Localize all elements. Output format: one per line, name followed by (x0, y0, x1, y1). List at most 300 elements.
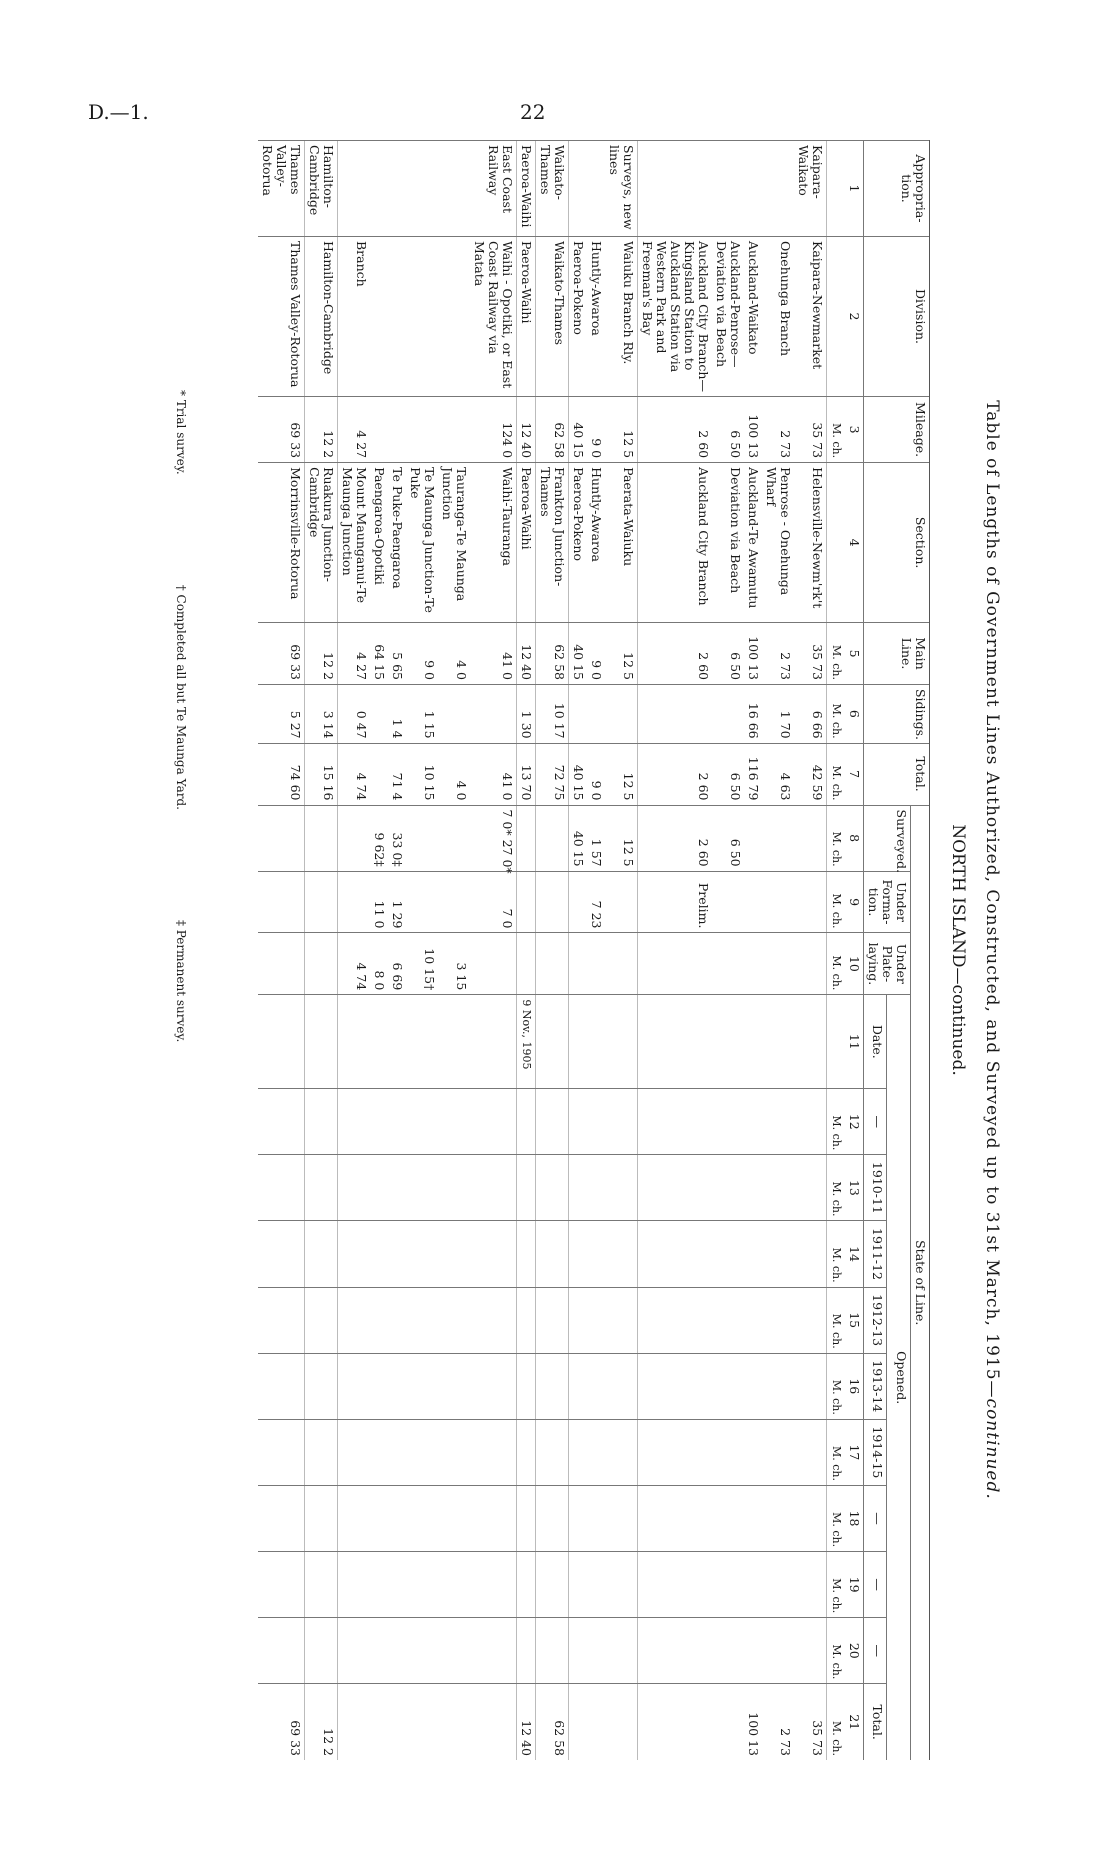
cell-opened-16 (438, 1353, 470, 1419)
cell-opened-12 (258, 1089, 305, 1155)
cell-opened-12 (406, 1089, 438, 1155)
cell-sd: 10 17 (536, 684, 569, 743)
cell-opened-17 (258, 1419, 305, 1485)
cell-opened-17 (370, 1419, 388, 1485)
cell-mil: 12 5 (605, 397, 638, 463)
cell-sv: 6 50 (712, 805, 744, 871)
cell-sec: Paeroa-Waihi (517, 463, 536, 623)
lengths-table (258, 140, 930, 1760)
cell-sec: Paeroa-Pokeno (569, 463, 588, 623)
cell-ml: 4 0 (438, 623, 470, 685)
cell-opened-13 (438, 1155, 470, 1221)
cell-sec: Deviation via Beach (712, 463, 744, 623)
cell-tot: 42 59 (794, 743, 827, 805)
cell-sv (744, 805, 762, 871)
column-number: 6 (845, 684, 864, 743)
table-row (517, 141, 536, 1761)
cell-opened-14 (388, 1221, 406, 1287)
cell-sd (587, 684, 605, 743)
cell-sec: Te Puke-Paengaroa (388, 463, 406, 623)
cell-opened-18 (587, 1485, 605, 1551)
table-title-text: Table of Lengths of Government Lines Authorized, Constructed, and Surveyed up to 31st March, 1915 (982, 400, 1002, 1381)
cell-ml: 6 50 (712, 623, 744, 685)
cell-opened-20 (517, 1618, 536, 1684)
header-dash-2: — (864, 1485, 888, 1551)
header-opened: Opened. (887, 995, 911, 1760)
cell-ap: Waikato-Thames (536, 141, 569, 237)
cell-sd (470, 684, 517, 743)
cell-opened-12 (569, 1089, 588, 1155)
cell-ap (587, 141, 605, 237)
cell-uf (338, 871, 371, 933)
cell-div (406, 237, 438, 397)
cell-mil: 6 50 (712, 397, 744, 463)
cell-tot: 12 5 (605, 743, 638, 805)
cell-opened-19 (794, 1552, 827, 1618)
cell-uf: 7 0 (470, 871, 517, 933)
cell-opened-13 (569, 1155, 588, 1221)
cell-ml: 4 27 (338, 623, 371, 685)
cell-uf: Prelim. (638, 871, 713, 933)
cell-sv: 40 15 (569, 805, 588, 871)
cell-opened-16 (605, 1353, 638, 1419)
cell-opened-18 (638, 1485, 713, 1551)
cell-up: 6 69 (388, 933, 406, 995)
cell-tot: 9 0 (587, 743, 605, 805)
cell-dt (605, 995, 638, 1089)
cell-tot: 10 15 (406, 743, 438, 805)
cell-sd (438, 684, 470, 743)
header-surveyed: Surveyed. (864, 805, 911, 871)
column-number: 16 (845, 1353, 864, 1419)
cell-opened-18 (258, 1485, 305, 1551)
cell-opened-15 (587, 1287, 605, 1353)
cell-ml: 12 5 (605, 623, 638, 685)
page-number: 22 (520, 100, 546, 124)
cell-up (638, 933, 713, 995)
cell-opened-16 (370, 1353, 388, 1419)
cell-opened-18 (388, 1485, 406, 1551)
unit-row (827, 141, 846, 1761)
cell-opened-19 (406, 1552, 438, 1618)
unit-cell (827, 237, 846, 397)
unit-cell: M. ch. (827, 1485, 846, 1551)
column-number: 1 (845, 141, 864, 237)
cell-div (438, 237, 470, 397)
cell-sd: 1 30 (517, 684, 536, 743)
cell-sv: 2 60 (638, 805, 713, 871)
cell-opened-15 (605, 1287, 638, 1353)
footnotes (174, 390, 188, 1590)
cell-sv (258, 805, 305, 871)
cell-opened-total (370, 1684, 388, 1760)
footnote-completed: † Completed all but Te Maunga Yard. (174, 584, 188, 810)
cell-opened-18 (406, 1485, 438, 1551)
header-mileage: Mileage. (864, 397, 930, 463)
cell-opened-19 (605, 1552, 638, 1618)
unit-cell: M. ch. (827, 1089, 846, 1155)
header-dash-1: — (864, 1089, 888, 1155)
cell-mil: 12 40 (517, 397, 536, 463)
cell-div: Hamilton-Cambridge (305, 237, 338, 397)
cell-opened-19 (258, 1552, 305, 1618)
cell-opened-13 (406, 1155, 438, 1221)
cell-dt (587, 995, 605, 1089)
cell-sd (370, 684, 388, 743)
header-main-line: Main Line. (864, 623, 930, 685)
cell-mil: 69 33 (258, 397, 305, 463)
header-1914: 1914-15 (864, 1419, 888, 1485)
header-under-formation: Under Forma-tion. (864, 871, 911, 933)
cell-opened-16 (258, 1353, 305, 1419)
table-row (712, 141, 744, 1761)
unit-cell: M. ch. (827, 805, 846, 871)
cell-opened-14 (438, 1221, 470, 1287)
cell-div: Paeroa-Pokeno (569, 237, 588, 397)
cell-opened-12 (517, 1089, 536, 1155)
table-row (305, 141, 338, 1761)
cell-ap: Kaipara-Waikato (794, 141, 827, 237)
cell-mil: 2 73 (762, 397, 794, 463)
cell-mil (388, 397, 406, 463)
unit-cell: M. ch. (827, 1552, 846, 1618)
cell-dt (338, 995, 371, 1089)
cell-opened-14 (258, 1221, 305, 1287)
column-number: 2 (845, 237, 864, 397)
cell-mil: 12 2 (305, 397, 338, 463)
cell-tot: 13 70 (517, 743, 536, 805)
cell-dt: 9 Nov., 1905 (517, 995, 536, 1089)
table-subtitle: NORTH ISLAND—continued. (948, 824, 968, 1076)
cell-opened-total (712, 1684, 744, 1760)
cell-opened-15 (258, 1287, 305, 1353)
cell-opened-total (338, 1684, 371, 1760)
cell-opened-14 (638, 1221, 713, 1287)
cell-opened-16 (517, 1353, 536, 1419)
cell-opened-14 (712, 1221, 744, 1287)
cell-dt (370, 995, 388, 1089)
cell-ap: East Coast Railway (470, 141, 517, 237)
cell-ml: 5 65 (388, 623, 406, 685)
cell-dt (744, 995, 762, 1089)
unit-cell: M. ch. (827, 1618, 846, 1684)
cell-mil: 62 58 (536, 397, 569, 463)
cell-ml: 9 0 (587, 623, 605, 685)
cell-sec: Paerata-Waiuku (605, 463, 638, 623)
cell-opened-total (605, 1684, 638, 1760)
table-title-continued: —continued. (982, 1380, 1002, 1500)
header-appropriation: Appropria-tion. (864, 141, 930, 237)
cell-opened-18 (517, 1485, 536, 1551)
cell-ap (712, 141, 744, 237)
cell-ap (338, 141, 371, 237)
cell-mil: 4 27 (338, 397, 371, 463)
unit-cell: M. ch. (827, 1684, 846, 1760)
cell-dt (438, 995, 470, 1089)
cell-opened-15 (638, 1287, 713, 1353)
column-number: 5 (845, 623, 864, 685)
cell-opened-total: 69 33 (258, 1684, 305, 1760)
table-row (569, 141, 588, 1761)
unit-cell: M. ch. (827, 1155, 846, 1221)
cell-mil: 40 15 (569, 397, 588, 463)
cell-sec: Frankton Junction-Thames (536, 463, 569, 623)
cell-mil: 100 13 (744, 397, 762, 463)
cell-opened-20 (388, 1618, 406, 1684)
header-state-of-line: State of Line. (911, 805, 930, 1760)
cell-opened-19 (536, 1552, 569, 1618)
cell-opened-17 (712, 1419, 744, 1485)
cell-ap (370, 141, 388, 237)
cell-opened-12 (438, 1089, 470, 1155)
cell-opened-14 (517, 1221, 536, 1287)
cell-ml: 35 73 (794, 623, 827, 685)
cell-opened-total (438, 1684, 470, 1760)
cell-opened-13 (744, 1155, 762, 1221)
cell-up (587, 933, 605, 995)
cell-opened-15 (517, 1287, 536, 1353)
cell-sd: 3 14 (305, 684, 338, 743)
table-row (438, 141, 470, 1761)
cell-ml: 62 58 (536, 623, 569, 685)
cell-sv: 12 5 (605, 805, 638, 871)
cell-opened-12 (338, 1089, 371, 1155)
cell-div (370, 237, 388, 397)
cell-opened-19 (638, 1552, 713, 1618)
cell-sec: Te Maunga Junction-Te Puke (406, 463, 438, 623)
rotated-table-area (160, 140, 1010, 1760)
cell-div (388, 237, 406, 397)
cell-opened-total (388, 1684, 406, 1760)
cell-ap (638, 141, 713, 237)
cell-sec: Auckland City Branch (638, 463, 713, 623)
cell-opened-15 (536, 1287, 569, 1353)
cell-up: 4 74 (338, 933, 371, 995)
cell-sec: Waihi-Tauranga (470, 463, 517, 623)
cell-tot: 4 74 (338, 743, 371, 805)
cell-sec: Tauranga-Te Maunga Junction (438, 463, 470, 623)
cell-opened-16 (638, 1353, 713, 1419)
cell-opened-12 (587, 1089, 605, 1155)
cell-dt (305, 995, 338, 1089)
cell-opened-17 (470, 1419, 517, 1485)
cell-opened-13 (762, 1155, 794, 1221)
cell-ml: 40 15 (569, 623, 588, 685)
unit-cell: M. ch. (827, 623, 846, 685)
cell-opened-19 (470, 1552, 517, 1618)
cell-opened-19 (569, 1552, 588, 1618)
table-row (470, 141, 517, 1761)
cell-ap (569, 141, 588, 237)
cell-opened-total: 2 73 (762, 1684, 794, 1760)
cell-opened-15 (338, 1287, 371, 1353)
cell-opened-17 (517, 1419, 536, 1485)
cell-ml: 9 0 (406, 623, 438, 685)
cell-ap: Surveys, new lines (605, 141, 638, 237)
cell-uf (536, 871, 569, 933)
cell-opened-15 (406, 1287, 438, 1353)
cell-ap (744, 141, 762, 237)
cell-ml: 64 15 (370, 623, 388, 685)
cell-opened-17 (587, 1419, 605, 1485)
cell-opened-14 (406, 1221, 438, 1287)
cell-up (794, 933, 827, 995)
cell-ml: 12 40 (517, 623, 536, 685)
cell-uf (744, 871, 762, 933)
cell-div: Auckland City Branch—Kingsland Station to Auckland Station via Western Park and Freeman's Bay (638, 237, 713, 397)
cell-opened-16 (744, 1353, 762, 1419)
header-1912: 1912-13 (864, 1287, 888, 1353)
cell-ap (406, 141, 438, 237)
cell-opened-17 (536, 1419, 569, 1485)
column-number: 11 (845, 995, 864, 1089)
column-number: 4 (845, 463, 864, 623)
cell-opened-15 (370, 1287, 388, 1353)
header-total: Total. (864, 743, 930, 805)
header-1913: 1913-14 (864, 1353, 888, 1419)
cell-div: Onehunga Branch (762, 237, 794, 397)
cell-opened-14 (305, 1221, 338, 1287)
cell-opened-14 (605, 1221, 638, 1287)
cell-opened-17 (388, 1419, 406, 1485)
cell-opened-13 (712, 1155, 744, 1221)
cell-opened-20 (638, 1618, 713, 1684)
cell-opened-13 (517, 1155, 536, 1221)
cell-up (258, 933, 305, 995)
cell-sv: 9 62‡ (370, 805, 388, 871)
cell-opened-14 (762, 1221, 794, 1287)
cell-up (712, 933, 744, 995)
column-number: 14 (845, 1221, 864, 1287)
cell-up (569, 933, 588, 995)
cell-uf: 7 23 (587, 871, 605, 933)
column-number: 7 (845, 743, 864, 805)
cell-opened-19 (438, 1552, 470, 1618)
cell-opened-19 (587, 1552, 605, 1618)
cell-div: Auckland-Penrose—Deviation via Beach (712, 237, 744, 397)
cell-opened-14 (744, 1221, 762, 1287)
cell-opened-15 (794, 1287, 827, 1353)
column-number: 8 (845, 805, 864, 871)
cell-sv (536, 805, 569, 871)
cell-mil: 2 60 (638, 397, 713, 463)
cell-div: Waihi - Opotiki, or East Coast Railway via Matata (470, 237, 517, 397)
cell-uf (305, 871, 338, 933)
cell-sec: Paengaroa-Opotiki (370, 463, 388, 623)
cell-dt (258, 995, 305, 1089)
header-1911: 1911-12 (864, 1221, 888, 1287)
cell-sd: 1 15 (406, 684, 438, 743)
cell-uf (258, 871, 305, 933)
table-row (536, 141, 569, 1761)
cell-tot: 74 60 (258, 743, 305, 805)
cell-uf (794, 871, 827, 933)
cell-opened-16 (762, 1353, 794, 1419)
cell-sv (305, 805, 338, 871)
cell-div: Waiuku Branch Rly. (605, 237, 638, 397)
cell-opened-total: 35 73 (794, 1684, 827, 1760)
cell-tot: 116 79 (744, 743, 762, 805)
cell-opened-19 (370, 1552, 388, 1618)
cell-opened-20 (536, 1618, 569, 1684)
cell-opened-16 (794, 1353, 827, 1419)
cell-opened-19 (517, 1552, 536, 1618)
cell-opened-18 (470, 1485, 517, 1551)
cell-sd (605, 684, 638, 743)
cell-opened-16 (305, 1353, 338, 1419)
cell-uf: 11 0 (370, 871, 388, 933)
cell-opened-17 (406, 1419, 438, 1485)
cell-opened-19 (712, 1552, 744, 1618)
cell-opened-15 (470, 1287, 517, 1353)
cell-opened-17 (605, 1419, 638, 1485)
cell-up (305, 933, 338, 995)
cell-opened-14 (569, 1221, 588, 1287)
unit-cell: M. ch. (827, 1287, 846, 1353)
cell-up (762, 933, 794, 995)
cell-up: 3 15 (438, 933, 470, 995)
column-number-row (845, 141, 864, 1761)
cell-opened-12 (605, 1089, 638, 1155)
cell-opened-18 (744, 1485, 762, 1551)
cell-sv (338, 805, 371, 871)
cell-sv: 1 57 (587, 805, 605, 871)
cell-tot: 6 50 (712, 743, 744, 805)
column-number: 19 (845, 1552, 864, 1618)
table-row (587, 141, 605, 1761)
cell-opened-17 (569, 1419, 588, 1485)
cell-up (517, 933, 536, 995)
table-row (762, 141, 794, 1761)
cell-tot: 72 75 (536, 743, 569, 805)
cell-opened-18 (305, 1485, 338, 1551)
footnote-permanent-survey: ‡ Permanent survey. (174, 919, 188, 1043)
cell-opened-16 (470, 1353, 517, 1419)
cell-opened-13 (370, 1155, 388, 1221)
cell-opened-15 (712, 1287, 744, 1353)
cell-mil (406, 397, 438, 463)
cell-uf (605, 871, 638, 933)
cell-opened-15 (762, 1287, 794, 1353)
cell-opened-16 (587, 1353, 605, 1419)
cell-opened-19 (762, 1552, 794, 1618)
cell-opened-13 (605, 1155, 638, 1221)
cell-opened-13 (305, 1155, 338, 1221)
header-dash-4: — (864, 1618, 888, 1684)
unit-cell: M. ch. (827, 684, 846, 743)
cell-div: Auckland-Waikato (744, 237, 762, 397)
cell-opened-13 (338, 1155, 371, 1221)
cell-ml: 2 73 (762, 623, 794, 685)
cell-sv: 33 0‡ (388, 805, 406, 871)
cell-opened-17 (794, 1419, 827, 1485)
cell-mil: 9 0 (587, 397, 605, 463)
cell-up: 8 0 (370, 933, 388, 995)
cell-opened-16 (536, 1353, 569, 1419)
cell-opened-12 (388, 1089, 406, 1155)
cell-opened-13 (536, 1155, 569, 1221)
cell-opened-total: 100 13 (744, 1684, 762, 1760)
cell-opened-13 (470, 1155, 517, 1221)
cell-uf: 1 29 (388, 871, 406, 933)
cell-ml: 100 13 (744, 623, 762, 685)
table-row (605, 141, 638, 1761)
cell-opened-20 (794, 1618, 827, 1684)
column-number: 12 (845, 1089, 864, 1155)
cell-uf (517, 871, 536, 933)
cell-opened-15 (305, 1287, 338, 1353)
cell-opened-16 (406, 1353, 438, 1419)
